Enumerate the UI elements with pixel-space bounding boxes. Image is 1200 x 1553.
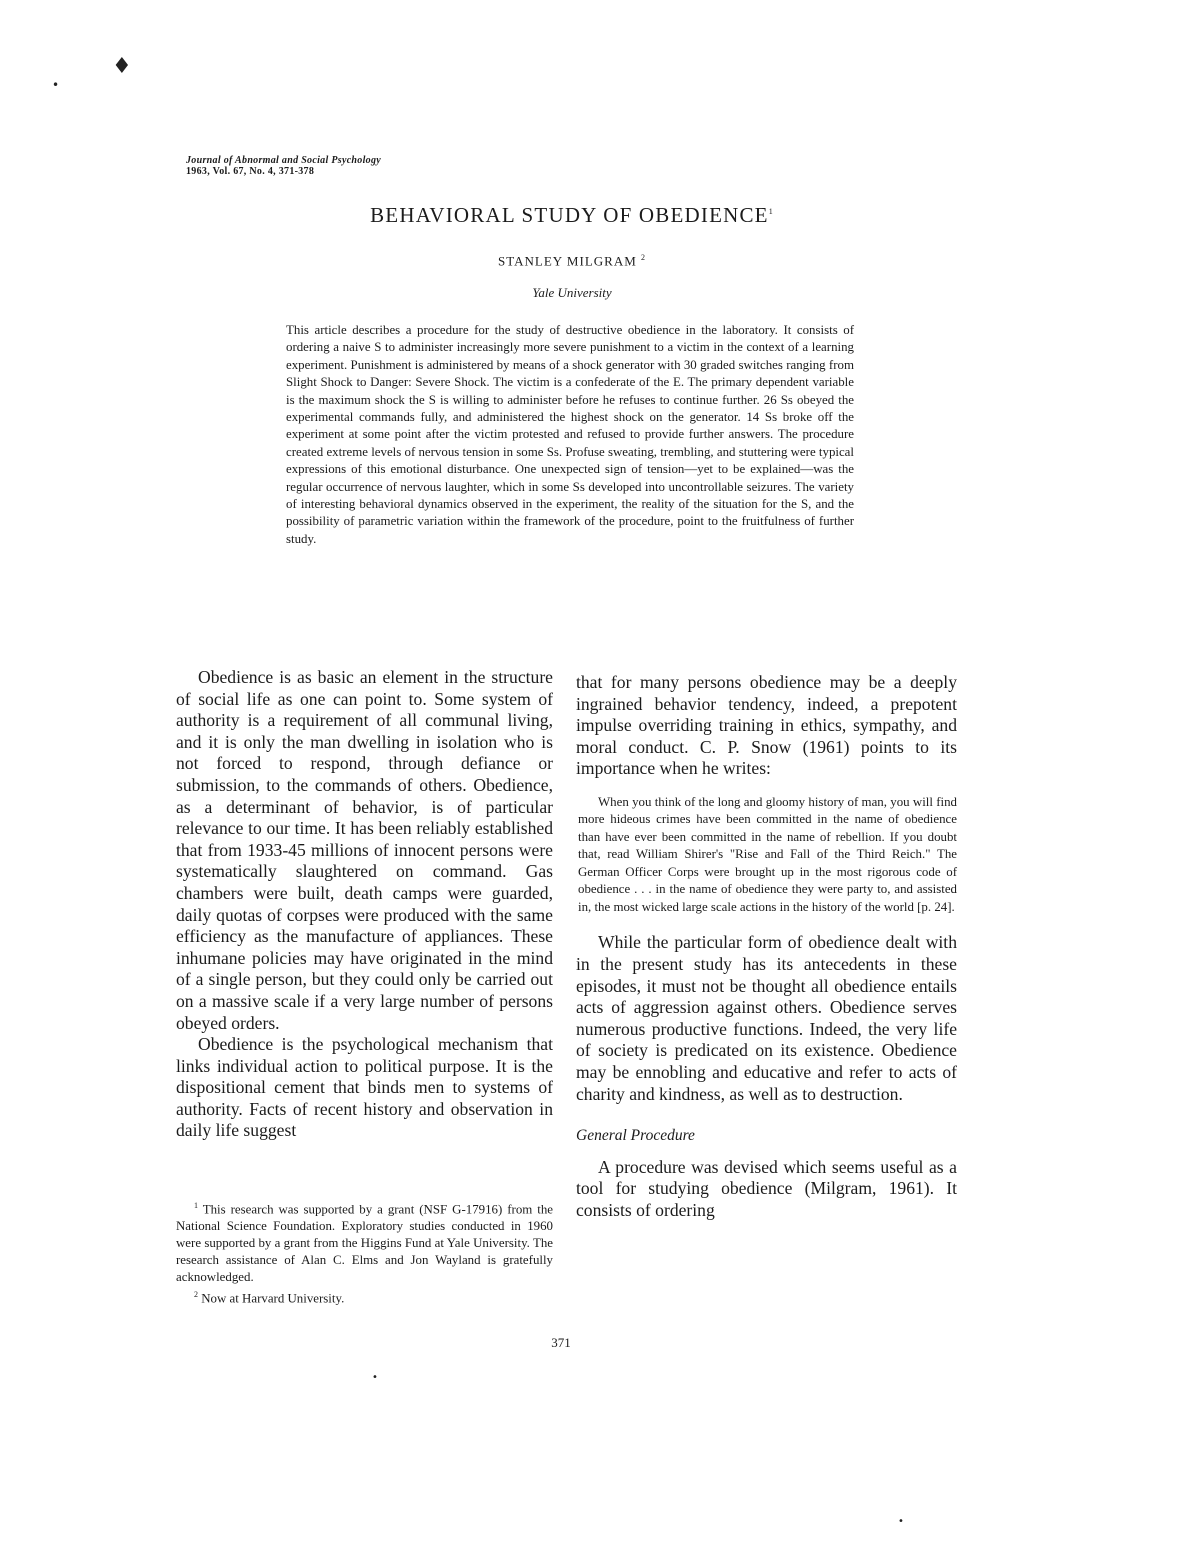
section-heading: General Procedure — [576, 1127, 695, 1145]
block-quote — [576, 794, 957, 917]
title-footnote-mark: 1 — [768, 207, 774, 216]
body-paragraph: A procedure was devised which seems useful as a tool for studying obedience (Milgram, 1961). It consists of ordering — [576, 1156, 957, 1220]
footnote — [176, 1197, 553, 1286]
title-text: BEHAVIORAL STUDY OF OBEDIENCE — [370, 203, 769, 227]
author-name: STANLEY MILGRAM — [497, 253, 637, 269]
body-paragraph: While the particular form of obedience dealt with in the present study has its antecedents in these episodes, it must not be thought all obedience entails acts of aggression against others. Obedience serves numerous productive functions. Indeed, the very life of society is predicated on its existence. Obedience may be ennobling and educative and refer to acts of charity and kindness, as well as to destruction. — [576, 932, 957, 1104]
body-paragraph: that for many persons obedience may be a deeply ingrained behavior tendency, indeed, a prepotent impulse overriding training in ethics, sympathy, and moral conduct. C. P. Snow (1961) points to its importance when he writes: — [576, 672, 957, 779]
article-title — [0, 203, 1144, 228]
footnote — [176, 1286, 553, 1307]
author-affiliation: Yale University — [532, 285, 612, 300]
body-column-left — [176, 667, 553, 1142]
body-column-right — [576, 672, 957, 1222]
journal-name: Journal of Abnormal and Social Psychology — [186, 155, 382, 166]
body-paragraph: Obedience is the psychological mechanism that links individual action to political purpose. It is the dispositional cement that binds men to systems of authority. Facts of recent history and observation in daily life suggest — [176, 1034, 553, 1141]
author-footnote-mark: 2 — [641, 253, 647, 262]
footnote-mark: 1 — [194, 1201, 198, 1210]
footnote-text: Now at Harvard University. — [201, 1291, 345, 1306]
footnotes — [176, 1197, 553, 1308]
scan-speck: ♦ — [112, 54, 132, 79]
scan-dot: • — [372, 1372, 378, 1383]
scan-dot: • — [52, 78, 60, 92]
page-number: 371 — [551, 1335, 571, 1350]
footnote-mark: 2 — [194, 1290, 198, 1300]
quote-text: When you think of the long and gloomy history of man, you will find more hideous crimes have been committed in the name of obedience than have ever been committed in the name of rebellion. If you doubt that, read William Shirer's "Rise and Fall of the Third Reich." The German Officer Corps were brought up in the most rigorous code of obedience . . . in the name of obedience they were party to, and assisted in, the most wicked large scale actions in the history of the world [p. 24]. — [578, 794, 957, 914]
abstract: This article describes a procedure for the study of destructive obedience in the laboratory. It consists of ordering a naive S to administer increasingly more severe punishment to a victim in the context of a learning experiment. Punishment is administered by means of a shock generator with 30 graded switches ranging from Slight Shock to Danger: Severe Shock. The victim is a confederate of the E. The primary dependent variable is the maximum shock the S is willing to administer before he refuses to continue further. 26 Ss obeyed the experimental commands fully, and administered the highest shock on the generator. 14 Ss broke off the experiment at some point after the victim protested and refused to provide further answers. The procedure created extreme levels of nervous tension in some Ss. Profuse sweating, trembling, and stuttering were typical expressions of this emotional disturbance. One unexpected sign of tension—yet to be explained—was the regular occurrence of nervous laughter, which in some Ss developed into uncontrollable seizures. The variety of interesting behavioral dynamics observed in the experiment, the reality of the situation for the S, and the possibility of parametric variation within the framework of the procedure, point to the fruitfulness of further study. — [286, 323, 854, 546]
footnote-text: This research was supported by a grant (NSF G-17916) from the National Science Foundation. Exploratory studies conducted in 1960 were supported by a grant from the Higgins Fund at Yale University. The research assistance of Alan C. Elms and Jon Wayland is gratefully acknowledged. — [176, 1202, 553, 1285]
body-paragraph: Obedience is as basic an element in the structure of social life as one can point to. Some system of authority is a requirement of all communal living, and it is only the man dwelling in isolation who is not forced to respond, through defiance or submission, to the commands of others. Obedience, as a determinant of behavior, is of particular relevance to our time. It has been reliably established that from 1933-45 millions of innocent persons were systematically slaughtered on command. Gas chambers were built, death camps were guarded, daily quotas of corpses were produced with the same efficiency as the manufacture of appliances. These inhumane policies may have originated in the mind of a single person, but they could only be carried out on a massive scale if a very large number of persons obeyed orders. — [176, 667, 553, 1033]
article-author — [0, 253, 1144, 269]
journal-volume: 1963, Vol. 67, No. 4, 371-378 — [186, 166, 315, 177]
scan-dot: • — [898, 1516, 904, 1527]
journal-citation — [186, 155, 381, 177]
